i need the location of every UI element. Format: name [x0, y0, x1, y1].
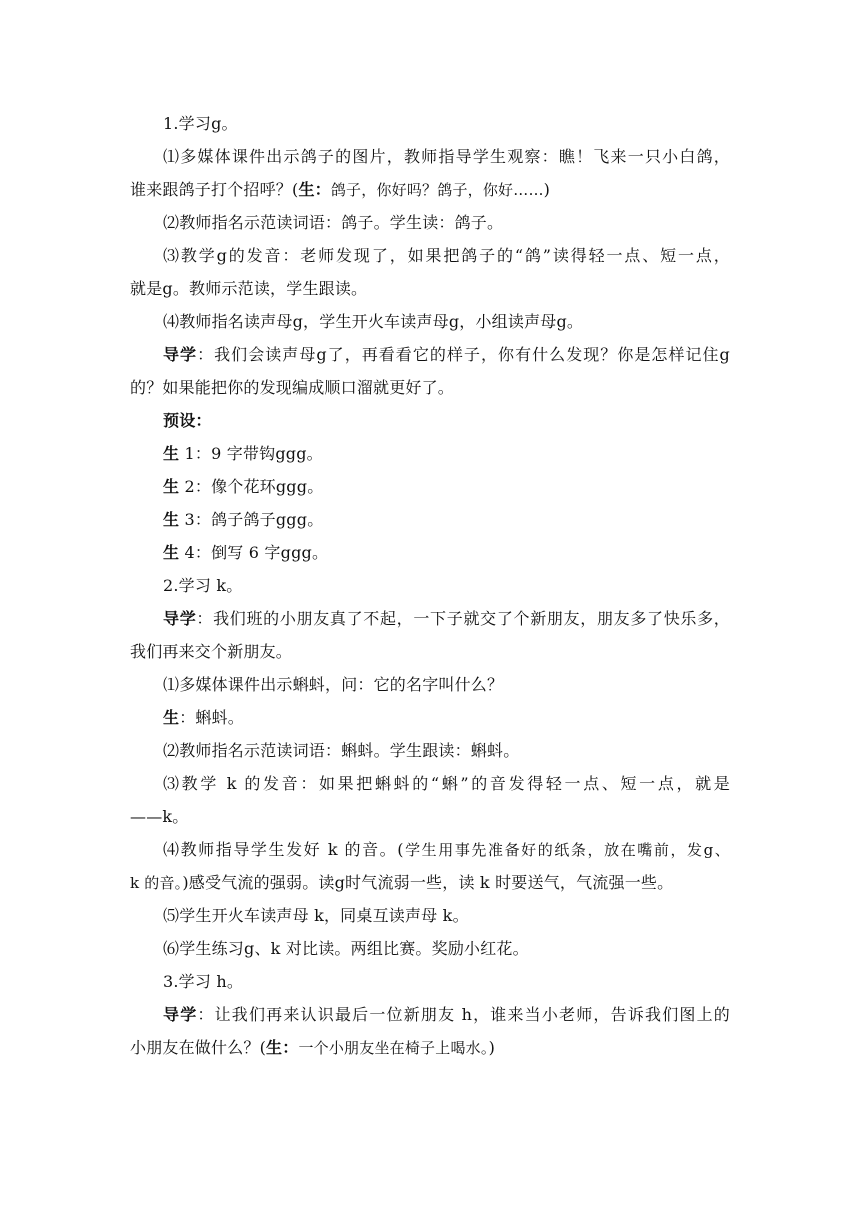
student-answer: [130, 503, 730, 536]
paragraph-line: [130, 833, 730, 866]
text: 3.学习 h。: [163, 972, 244, 991]
text: ⑵教师指名示范读词语：蝌蚪。学生跟读：蝌蚪。: [163, 741, 520, 760]
paragraph-line: [130, 1031, 730, 1064]
paragraph-line: [130, 371, 730, 404]
section-heading-h: [130, 965, 730, 998]
text: ：我们会读声母g了，再看看它的样子，你有什么发现？你是怎样记住g: [197, 345, 731, 364]
text: 谁来跟鸽子打个招呼？(: [130, 180, 299, 199]
text: ⑵教师指名示范读词语：鸽子。学生读：鸽子。: [163, 213, 504, 232]
student-answer: [130, 437, 730, 470]
guide-label: 导学: [163, 609, 197, 628]
guide-label: 导学: [163, 345, 198, 364]
text: ⑴多媒体课件出示蝌蚪，问：它的名字叫什么？: [163, 675, 504, 694]
text: ): [543, 180, 551, 199]
text: ⑶教学 k 的发音：如果把蝌蚪的“蝌”的音发得轻一点、短一点，就是: [163, 774, 730, 793]
preset-heading: [130, 404, 730, 437]
text: )感受气流的强弱。读g时气流弱一些，读 k 时要送气，气流强一些。: [182, 873, 674, 892]
speaker-label: 生: [163, 708, 180, 727]
paragraph-line: [130, 668, 730, 701]
guide-paragraph: [130, 998, 730, 1031]
text: ⑶教学g的发音：老师发现了，如果把鸽子的“鸽”读得轻一点、短一点，: [163, 246, 730, 265]
text: ⑴多媒体课件出示鸽子的图片，教师指导学生观察：瞧！飞来一只小白鸽，: [163, 147, 730, 166]
student-action: 学生用事先准备好的纸条，放在嘴前，发g、: [403, 841, 731, 859]
text: ⑸学生开火车读声母 k，同桌互读声母 k。: [163, 906, 469, 925]
paragraph-line: [130, 932, 730, 965]
guide-paragraph: [130, 602, 730, 635]
paragraph-line: [130, 734, 730, 767]
text: ⑹学生练习g、k 对比读。两组比赛。奖励小红花。: [163, 939, 529, 958]
text: 的？如果能把你的发现编成顺口溜就更好了。: [130, 378, 455, 397]
speaker-label: 生：: [298, 180, 331, 199]
paragraph-line: [130, 635, 730, 668]
text: ：让我们再来认识最后一位新朋友 h，谁来当小老师，告诉我们图上的: [197, 1005, 730, 1024]
text: 2：像个花环ggg。: [179, 477, 324, 496]
section-heading-g: [130, 107, 730, 140]
speaker-label: 生: [163, 477, 180, 496]
paragraph-line: [130, 239, 730, 272]
text: 1：9 字带钩ggg。: [179, 444, 323, 463]
student-response: 一个小朋友坐在椅子上喝水。: [298, 1039, 489, 1057]
text: ：我们班的小朋友真了不起，一下子就交了个新朋友，朋友多了快乐多，: [196, 609, 730, 628]
speaker-label: 生: [163, 444, 180, 463]
text: ⑷教师指名读声母g，学生开火车读声母g，小组读声母g。: [163, 312, 584, 331]
student-response: 鸽子，你好吗？鸽子，你好……: [330, 181, 544, 199]
speaker-label: 生：: [266, 1038, 299, 1057]
paragraph-line: [130, 767, 730, 800]
lesson-plan-body: [130, 107, 730, 1064]
paragraph-line: [130, 206, 730, 239]
preset-label: 预设：: [163, 411, 212, 430]
student-answer: [130, 470, 730, 503]
section-heading-k: [130, 569, 730, 602]
text: ): [488, 1038, 496, 1057]
text: ——k。: [130, 807, 189, 826]
student-answer: [130, 701, 730, 734]
text: 我们再来交个新朋友。: [130, 642, 293, 661]
text: 4：倒写 6 字ggg。: [179, 543, 329, 562]
paragraph-line: [130, 173, 730, 206]
text: 2.学习 k。: [163, 576, 243, 595]
speaker-label: 生: [163, 510, 180, 529]
text: 1.学习g。: [163, 114, 238, 133]
paragraph-line: [130, 899, 730, 932]
guide-paragraph: [130, 338, 730, 371]
paragraph-line: [130, 866, 730, 899]
guide-label: 导学: [163, 1005, 198, 1024]
paragraph-line: [130, 800, 730, 833]
text: 小朋友在做什么？(: [130, 1038, 267, 1057]
paragraph-line: [130, 140, 730, 173]
student-action: k 的音。: [130, 874, 183, 892]
text: ：蝌蚪。: [179, 708, 245, 727]
text: 就是g。教师示范读，学生跟读。: [130, 279, 368, 298]
speaker-label: 生: [163, 543, 180, 562]
paragraph-line: [130, 305, 730, 338]
text: 3：鸽子鸽子ggg。: [179, 510, 324, 529]
student-answer: [130, 536, 730, 569]
text: ⑷教师指导学生发好 k 的音。(: [163, 840, 404, 859]
paragraph-line: [130, 272, 730, 305]
